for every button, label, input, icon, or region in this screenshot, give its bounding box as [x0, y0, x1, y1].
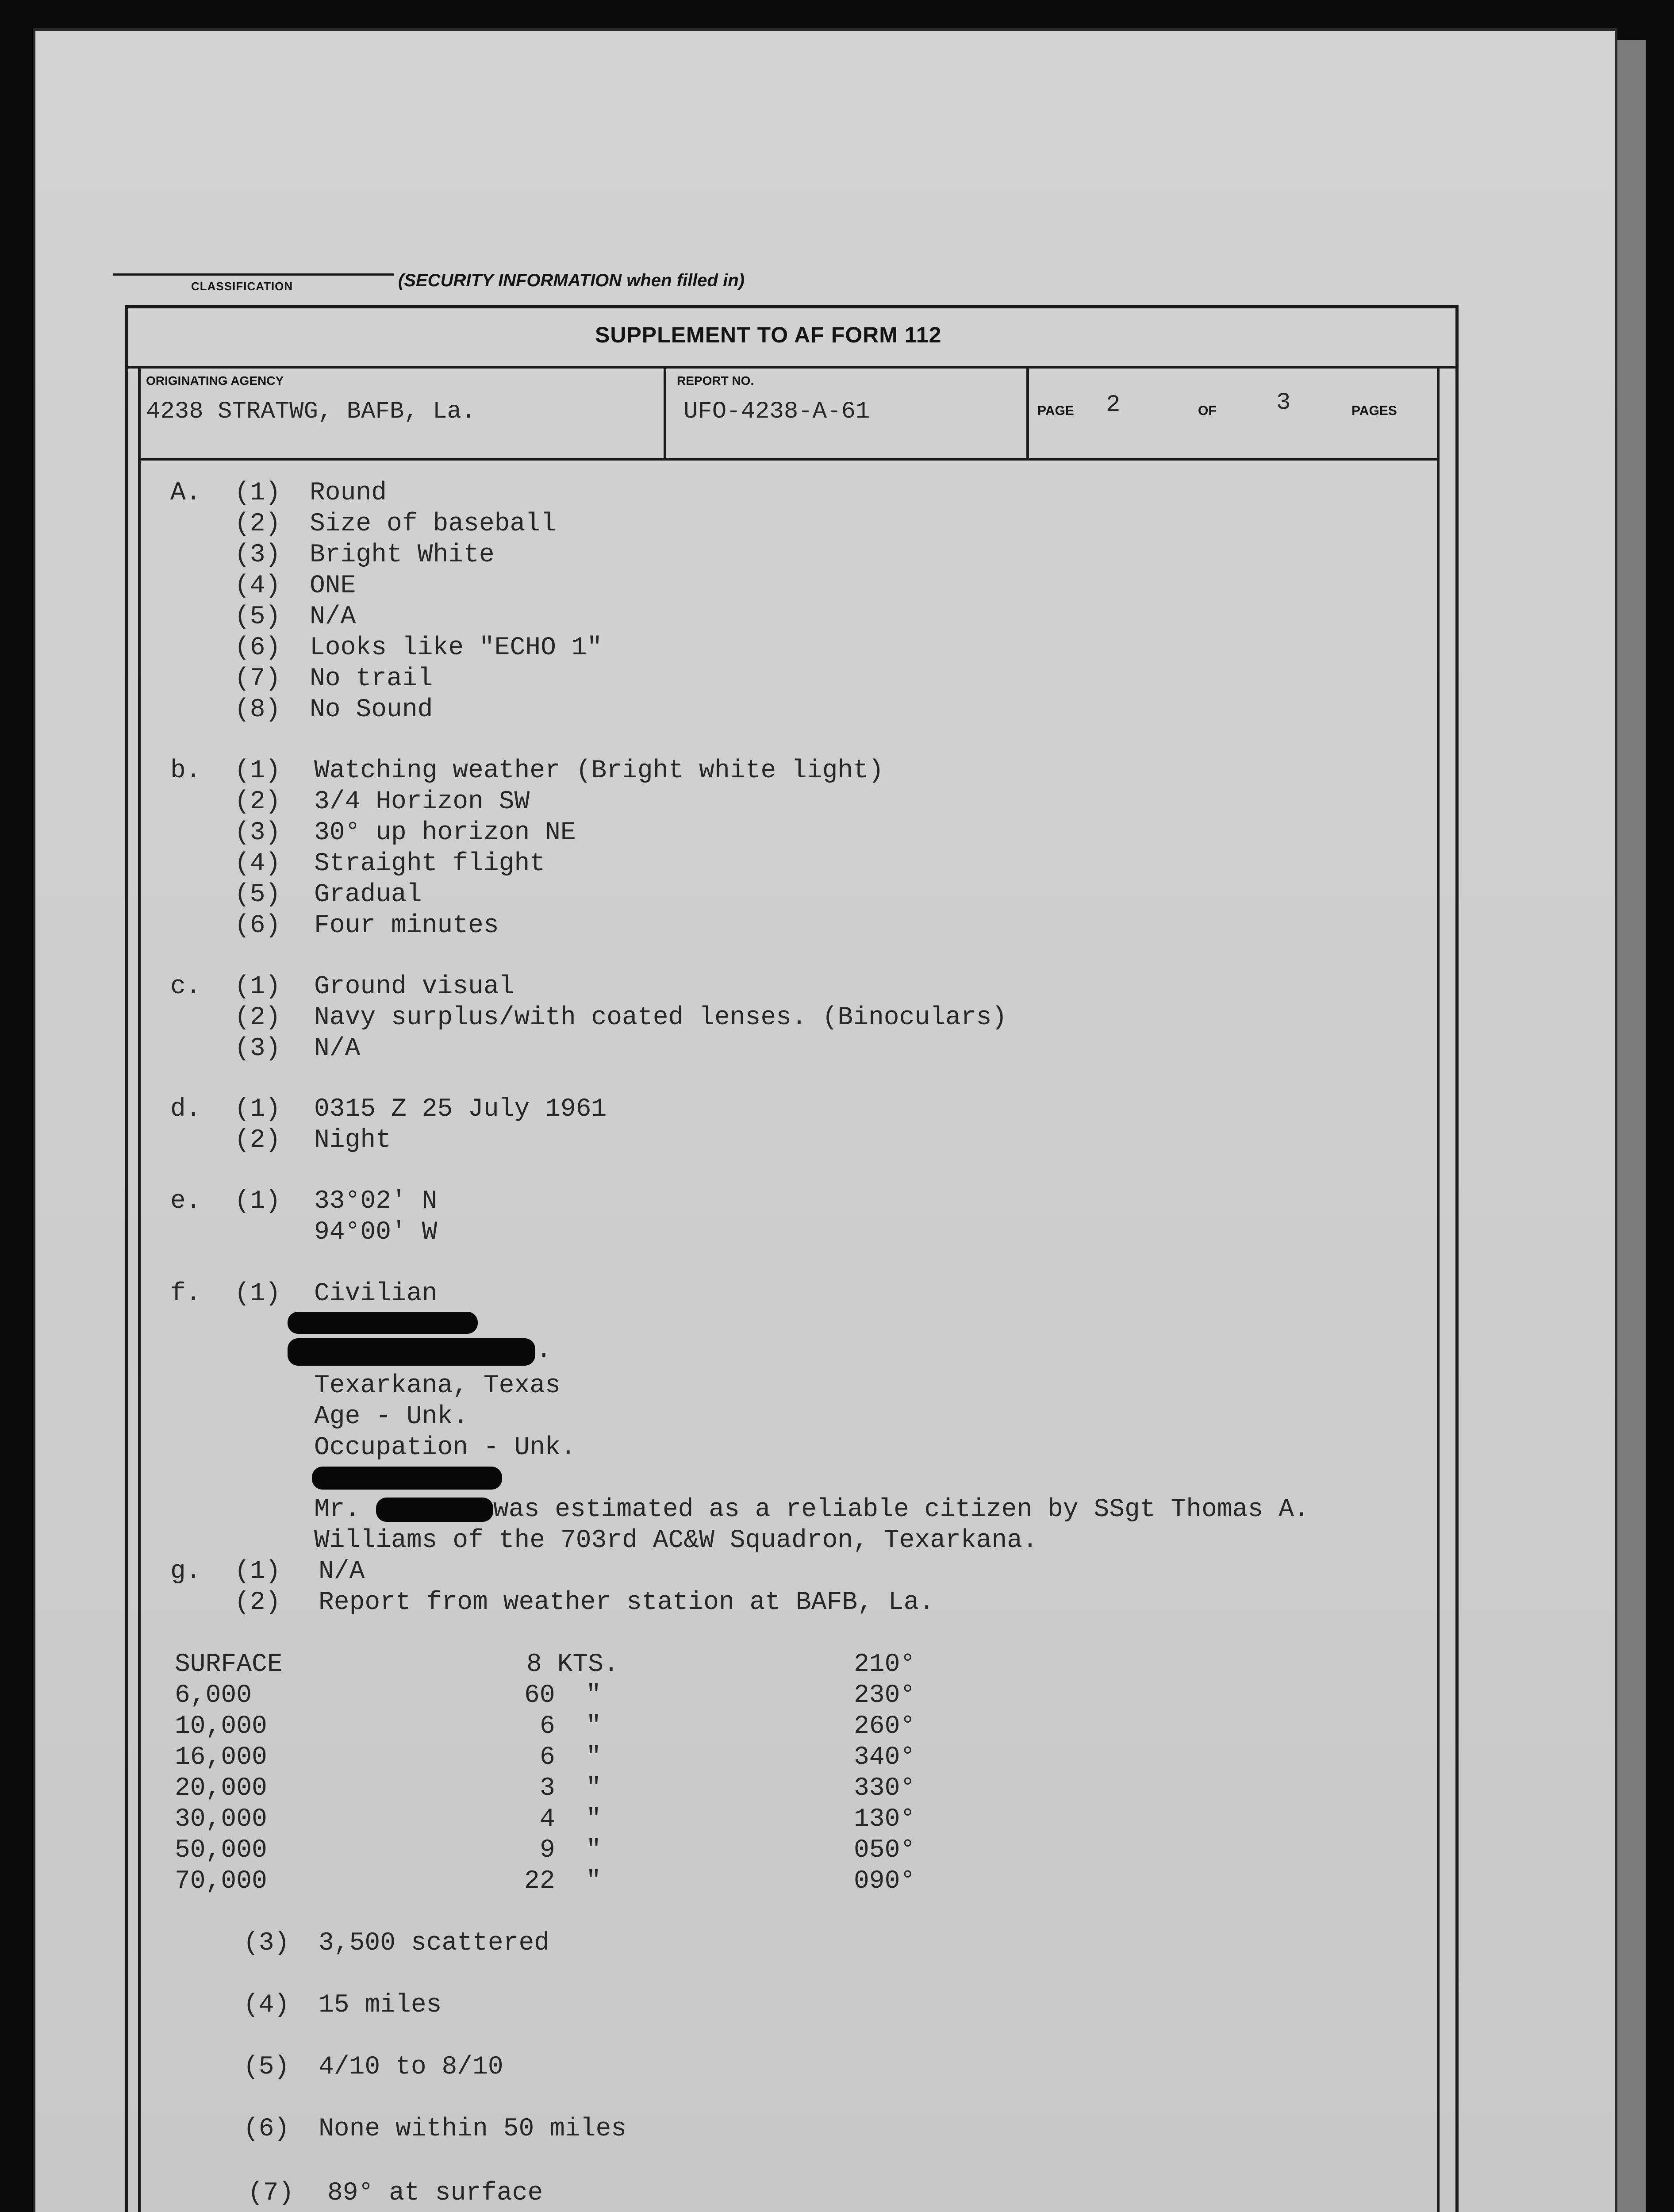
wind-direction: 330° [854, 1774, 916, 1803]
page-label: PAGE [1037, 403, 1074, 418]
wind-speed: 3 " [540, 1774, 602, 1803]
classification-label: CLASSIFICATION [191, 280, 293, 293]
redaction-bar [288, 1338, 535, 1366]
item-text: Night [314, 1126, 392, 1155]
item-text: Size of baseball [310, 510, 556, 538]
section-letter: e. [170, 1187, 201, 1216]
item-text: 0315 Z 25 July 1961 [314, 1095, 607, 1124]
wind-direction: 130° [854, 1805, 916, 1834]
section-letter: g. [170, 1557, 201, 1586]
item-text: Report from weather station at BAFB, La. [319, 1588, 935, 1617]
wind-speed: 6 " [540, 1712, 602, 1741]
item-text: 4/10 to 8/10 [319, 2053, 503, 2081]
item-number: (3) [234, 541, 281, 569]
item-number: (3) [234, 818, 281, 847]
item-number: (5) [234, 603, 281, 631]
item-text: Four minutes [314, 911, 499, 940]
item-number: (7) [248, 2179, 294, 2208]
item-number: (3) [243, 1929, 290, 1958]
header-divider [1026, 367, 1029, 458]
redaction-bar [288, 1312, 478, 1334]
item-text: Watching weather (Bright white light) [314, 757, 884, 785]
punctuation: . [536, 1336, 552, 1365]
item-text: None within 50 miles [319, 2115, 627, 2143]
altitude: 10,000 [175, 1712, 267, 1741]
item-number: (5) [234, 880, 281, 909]
item-number: (1) [234, 479, 281, 507]
section-letter: f. [170, 1279, 201, 1308]
altitude: 6,000 [175, 1681, 252, 1710]
item-number: (1) [234, 972, 281, 1001]
item-number: (1) [234, 1095, 281, 1124]
item-text: Age - Unk. [314, 1402, 468, 1431]
item-number: (2) [234, 1126, 281, 1155]
total-pages: 3 [1276, 389, 1291, 416]
wind-direction: 230° [854, 1681, 916, 1710]
pages-label: PAGES [1351, 403, 1397, 418]
item-number: (2) [234, 1003, 281, 1032]
form-title: SUPPLEMENT TO AF FORM 112 [595, 323, 942, 347]
statement-prefix: Mr. [314, 1495, 361, 1524]
wind-speed: 8 KTS. [526, 1650, 619, 1679]
originating-agency-label: ORIGINATING AGENCY [146, 374, 284, 388]
item-number: (4) [243, 1991, 290, 2020]
item-text: Bright White [310, 541, 495, 569]
section-letter: A. [170, 479, 201, 507]
statement-text: Williams of the 703rd AC&W Squadron, Texarkana. [314, 1526, 1038, 1555]
wind-speed: 60 " [524, 1681, 602, 1710]
statement-text: was estimated as a reliable citizen by SSgt Thomas A. [493, 1495, 1309, 1524]
item-text: ONE [310, 572, 356, 600]
item-text: 89° at surface [327, 2179, 543, 2208]
item-number: (2) [234, 787, 281, 816]
item-number: (4) [234, 572, 281, 600]
item-text: Civilian [314, 1279, 438, 1308]
classification-rule [113, 273, 394, 276]
altitude: 50,000 [175, 1836, 267, 1865]
wind-speed: 6 " [540, 1743, 602, 1772]
item-number: (3) [234, 1034, 281, 1063]
item-text: Texarkana, Texas [314, 1371, 561, 1400]
item-text: N/A [319, 1557, 365, 1586]
item-number: (7) [234, 664, 281, 693]
item-text: Looks like "ECHO 1" [310, 634, 603, 662]
section-letter: d. [170, 1095, 201, 1124]
wind-direction: 090° [854, 1867, 916, 1896]
item-number: (1) [234, 757, 281, 785]
wind-speed: 9 " [540, 1836, 602, 1865]
item-text: 15 miles [319, 1991, 442, 2020]
altitude: 16,000 [175, 1743, 267, 1772]
item-text: Ground visual [314, 972, 514, 1001]
item-text: No Sound [310, 695, 433, 724]
altitude: 30,000 [175, 1805, 267, 1834]
security-information-note: (SECURITY INFORMATION when filled in) [398, 271, 745, 290]
inner-border-left [138, 367, 141, 2212]
report-no-value: UFO-4238-A-61 [683, 398, 870, 425]
item-text: Round [310, 479, 387, 507]
of-label: OF [1198, 403, 1217, 418]
item-text: Navy surplus/with coated lenses. (Binoculars) [314, 1003, 1007, 1032]
item-number: (6) [243, 2115, 290, 2143]
redaction-bar [312, 1467, 502, 1490]
item-text: Occupation - Unk. [314, 1433, 576, 1462]
item-number: (4) [234, 849, 281, 878]
report-no-label: REPORT NO. [677, 374, 754, 388]
page-number: 2 [1106, 392, 1121, 419]
altitude: 70,000 [175, 1867, 267, 1896]
item-text: 94°00' W [314, 1218, 438, 1247]
item-number: (1) [234, 1557, 281, 1586]
item-number: (1) [234, 1187, 281, 1216]
item-text: Straight flight [314, 849, 545, 878]
item-number: (6) [234, 911, 281, 940]
wind-speed: 4 " [540, 1805, 602, 1834]
header-divider [664, 367, 666, 458]
wind-speed: 22 " [524, 1867, 602, 1896]
item-text: 3,500 scattered [319, 1929, 550, 1958]
item-text: 33°02' N [314, 1187, 438, 1216]
item-number: (1) [234, 1279, 281, 1308]
wind-direction: 340° [854, 1743, 916, 1772]
item-text: N/A [310, 603, 356, 631]
page-edge [1615, 40, 1646, 2212]
item-number: (2) [234, 510, 281, 538]
section-letter: c. [170, 972, 201, 1001]
item-number: (2) [234, 1588, 281, 1617]
item-number: (8) [234, 695, 281, 724]
item-text: N/A [314, 1034, 361, 1063]
inner-border-right [1437, 367, 1440, 2212]
wind-direction: 260° [854, 1712, 916, 1741]
section-letter: b. [170, 757, 201, 785]
item-text: 3/4 Horizon SW [314, 787, 530, 816]
item-text: 30° up horizon NE [314, 818, 576, 847]
altitude: SURFACE [175, 1650, 283, 1679]
item-number: (5) [243, 2053, 290, 2081]
originating-agency-value: 4238 STRATWG, BAFB, La. [146, 398, 476, 425]
item-text: No trail [310, 664, 433, 693]
redaction-bar [376, 1498, 493, 1522]
wind-direction: 050° [854, 1836, 916, 1865]
wind-direction: 210° [854, 1650, 916, 1679]
item-text: Gradual [314, 880, 422, 909]
item-number: (6) [234, 634, 281, 662]
altitude: 20,000 [175, 1774, 267, 1803]
